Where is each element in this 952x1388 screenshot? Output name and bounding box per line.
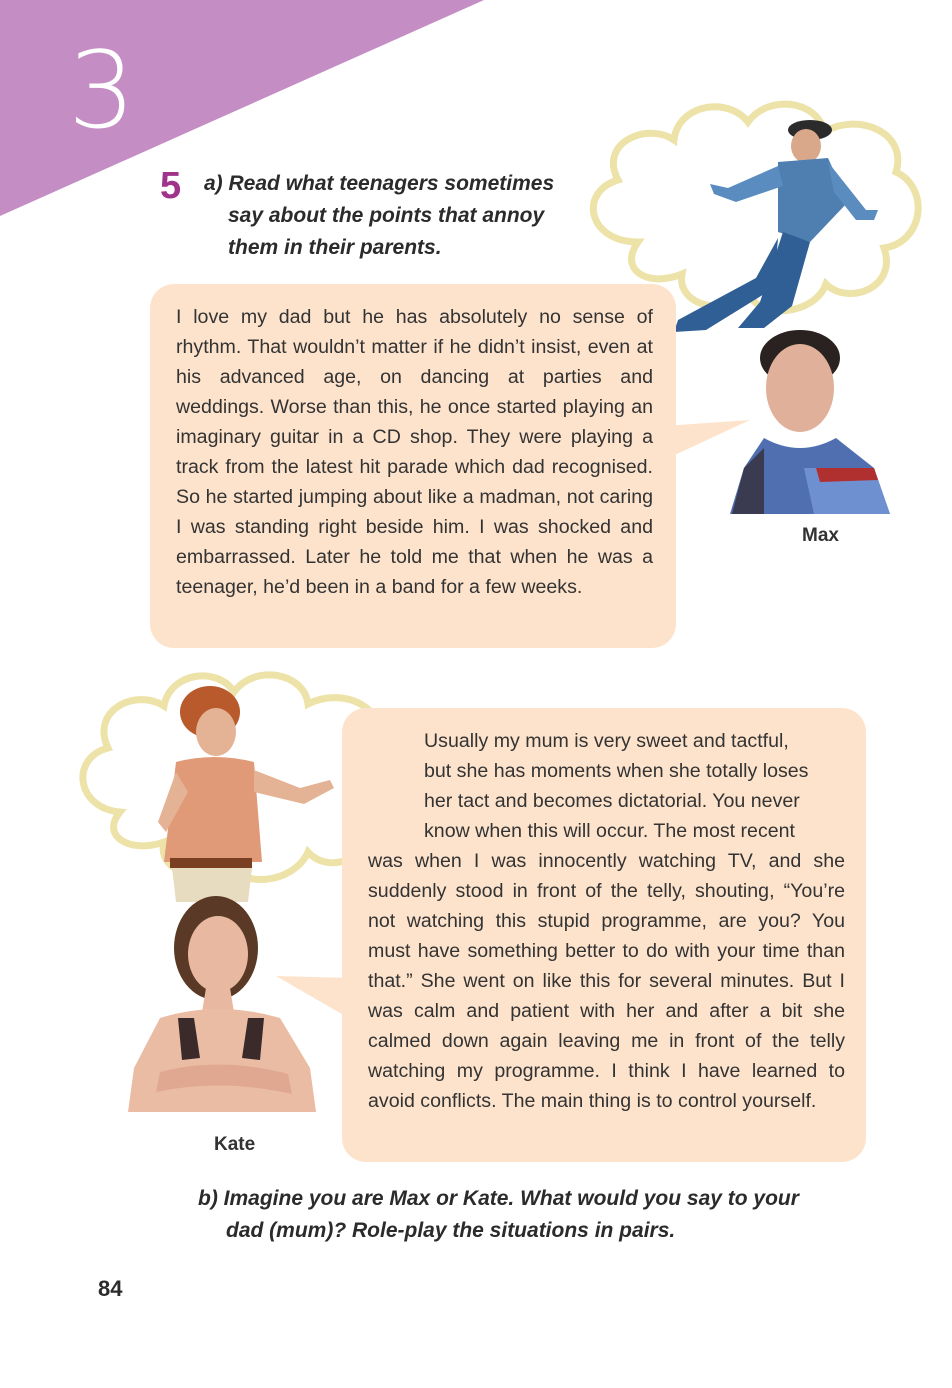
kate-quote-line: her tact and becomes dictatorial. You never (424, 790, 800, 812)
instruction-part-a (204, 168, 604, 264)
page-number: 84 (98, 1276, 123, 1301)
kate-quote-line: Usually my mum is very sweet and tactful, (424, 730, 789, 752)
instruction-a-line-3: them in their parents. (228, 236, 442, 259)
kate-caption: Kate (214, 1134, 256, 1155)
kate-bubble-tail (276, 974, 352, 1024)
max-caption: Max (802, 525, 839, 546)
max-bubble-tail (664, 418, 750, 464)
instruction-a-line-1: a) Read what teenagers sometimes (204, 172, 555, 195)
max-photo (724, 318, 900, 518)
max-quote-text: I love my dad but he has absolutely no sense of rhythm. That wouldn’t matter if he didn’t insist, even at his advanced age, on dancing at parties and weddings. Worse than this, he once started playing an imaginary guitar in a CD shop. They were playing a track from the latest hit parade which dad recognised. So he started jumping about like a madman, not caring I was standing right beside him. I was shocked and embarrassed. Later he told me that when he was a teenager, he’d been in a band for a few weeks. (176, 306, 653, 598)
exercise-number: 5 (160, 165, 182, 207)
instruction-b-line-1: b) Imagine you are Max or Kate. What would you say to your (198, 1187, 799, 1210)
kate-quote-rest: was when I was innocently watching TV, and she suddenly stood in front of the telly, shouting, “You’re not watching this stupid programme, are you? You must have something better to do with your time than that.” She went on like this for several minutes. But I was calm and patient with her and after a bit she calmed down again leaving me in front of the telly watching my programme. I think I have learned to avoid conflicts. The main thing is to control yourself. (368, 850, 845, 1112)
instruction-part-b (198, 1183, 858, 1247)
kate-quote-text (368, 726, 845, 1116)
unit-number: 3 (68, 29, 136, 152)
instruction-a-line-2: say about the points that annoy (228, 204, 545, 227)
instruction-b-line-2: dad (mum)? Role-play the situations in pairs. (226, 1219, 676, 1242)
kate-quote-line: know when this will occur. The most recent (424, 820, 795, 842)
kate-quote-line: but she has moments when she totally loses (424, 760, 809, 782)
